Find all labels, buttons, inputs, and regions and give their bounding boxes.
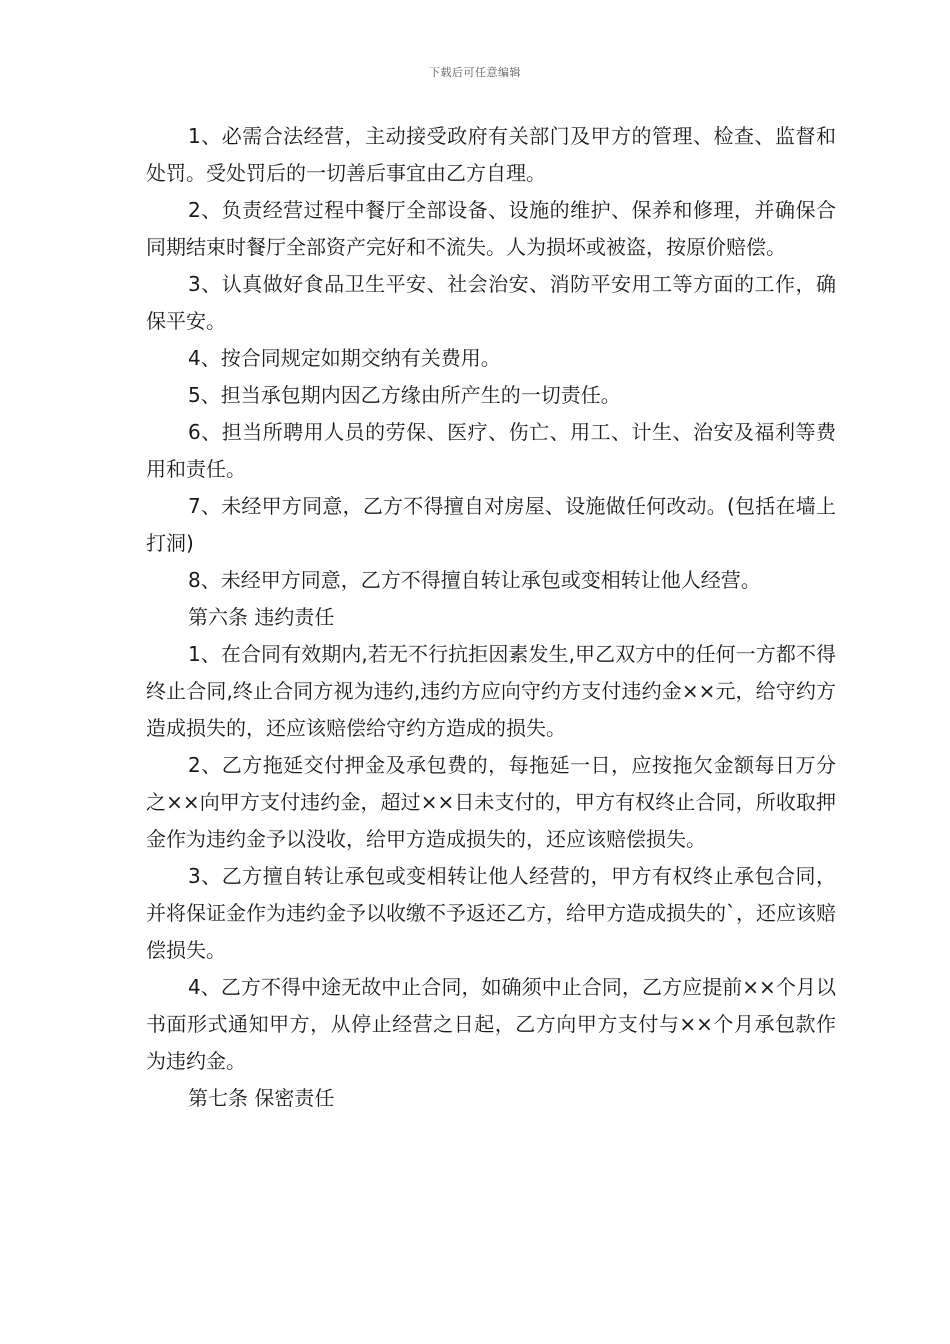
clause-7: 7、未经甲方同意，乙方不得擅自对房屋、设施做任何改动。(包括在墙上打洞)	[146, 494, 836, 555]
clause-5: 5、担当承包期内因乙方缘由所产生的一切责任。	[188, 383, 621, 407]
document-body	[146, 118, 836, 1117]
clause-4: 4、按合同规定如期交纳有关费用。	[188, 346, 501, 370]
clause-1: 1、必需合法经营，主动接受政府有关部门及甲方的管理、检查、监督和处罚。受处罚后的一切善后事宜由乙方自理。	[146, 124, 836, 185]
breach-clause-4: 4、乙方不得中途无故中止合同，如确须中止合同，乙方应提前××个月以书面形式通知甲方，从停止经营之日起，乙方向甲方支付与××个月承包款作为违约金。	[146, 975, 836, 1073]
breach-clause-2: 2、乙方拖延交付押金及承包费的，每拖延一日，应按拖欠金额每日万分之××向甲方支付违约金，超过××日未支付的，甲方有权终止合同，所收取押金作为违约金予以没收，给甲方造成损失的，还应该赔偿损失。	[146, 753, 836, 851]
clause-3: 3、认真做好食品卫生平安、社会治安、消防平安用工等方面的工作，确保平安。	[146, 272, 836, 333]
clause-2: 2、负责经营过程中餐厅全部设备、设施的维护、保养和修理，并确保合同期结束时餐厅全部资产完好和不流失。人为损坏或被盗，按原价赔偿。	[146, 198, 836, 259]
breach-clause-1: 1、在合同有效期内,若无不行抗拒因素发生,甲乙双方中的任何一方都不得终止合同,终止合同方视为违约,违约方应向守约方支付违约金××元，给守约方造成损失的，还应该赔偿给守约方造成的损失。	[146, 642, 836, 740]
section-heading-6: 第六条 违约责任	[188, 605, 335, 629]
breach-clause-3: 3、乙方擅自转让承包或变相转让他人经营的，甲方有权终止承包合同，并将保证金作为违约金予以收缴不予返还乙方，给甲方造成损失的`，还应该赔偿损失。	[146, 864, 836, 962]
section-heading-7: 第七条 保密责任	[188, 1086, 335, 1110]
clause-6: 6、担当所聘用人员的劳保、医疗、伤亡、用工、计生、治安及福利等费用和责任。	[146, 420, 836, 481]
clause-8: 8、未经甲方同意，乙方不得擅自转让承包或变相转让他人经营。	[188, 568, 761, 592]
page-header: 下载后可任意编辑	[429, 66, 521, 79]
